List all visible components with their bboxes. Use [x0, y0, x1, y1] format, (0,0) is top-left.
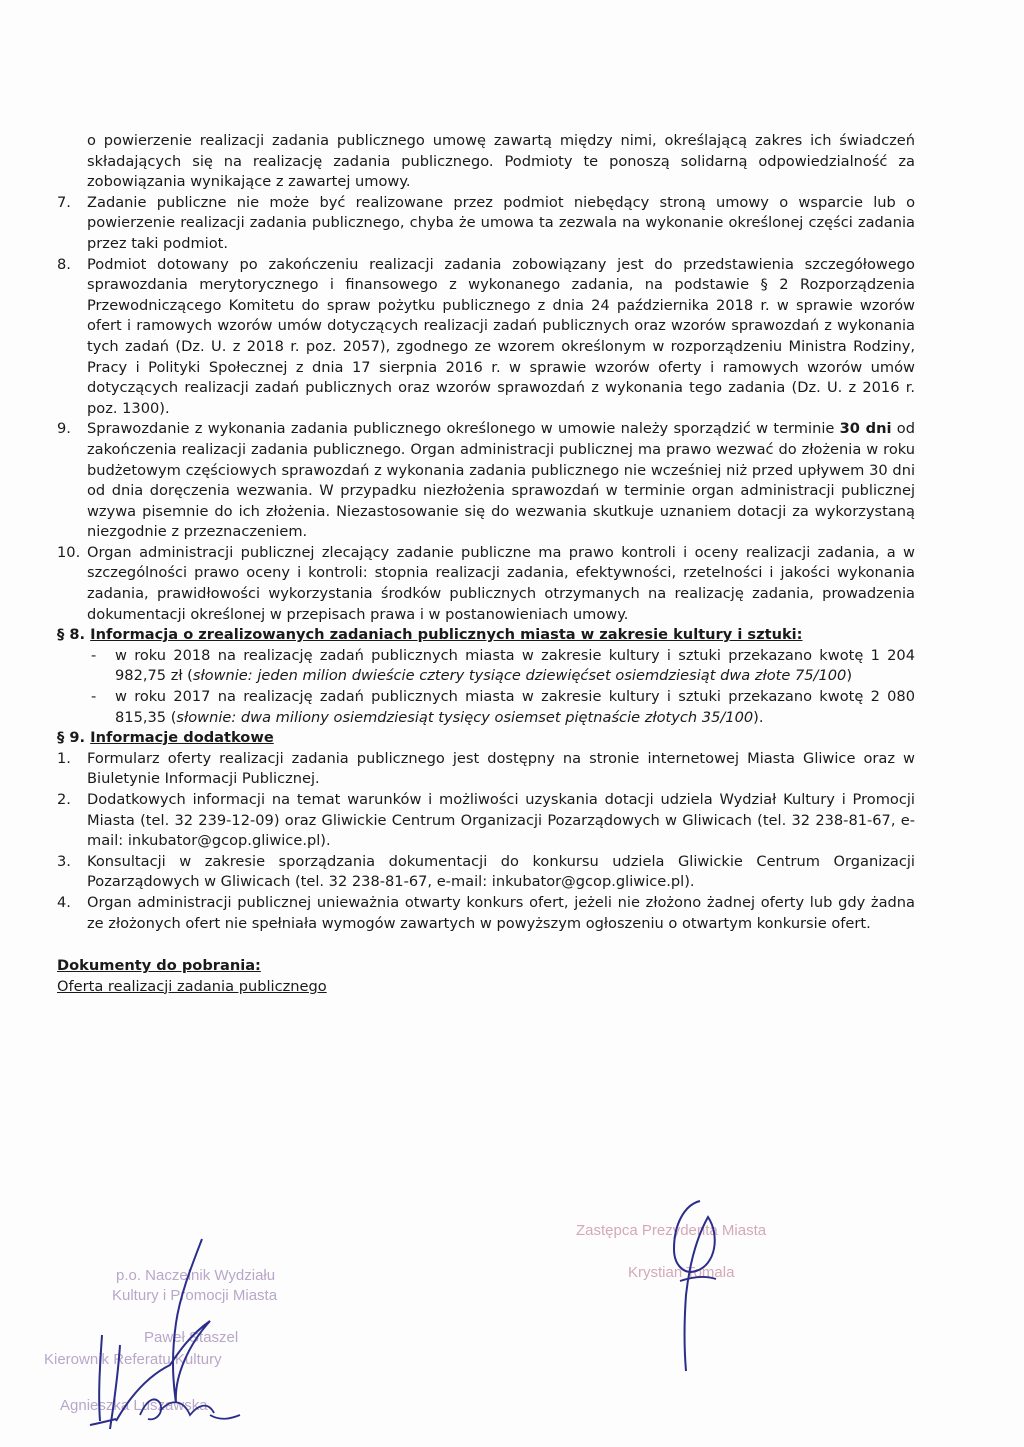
- item-number: 10.: [57, 543, 81, 561]
- signature-right-icon: [640, 1195, 730, 1375]
- item-number: 3.: [57, 852, 71, 870]
- bullet-text: [115, 646, 915, 687]
- item-text: Organ administracji publicznej unieważnia otwarty konkurs ofert, jeżeli nie złożono żadnej oferty lub gdy żadna ze złożonych ofert nie spełniała wymogów zawartych w powyższym ogłoszeniu o otwartym konkursie ofert.: [87, 893, 915, 932]
- bullet-dash: -: [91, 688, 97, 706]
- item-text: [87, 419, 915, 543]
- item-text: Zadanie publiczne nie może być realizowane przez podmiot niebędący stroną umowy o wsparcie lub o powierzenie realizacji zadania publicznego, chyba że umowa ta zezwala na wykonanie określonej części zadania przez taki podmiot.: [87, 193, 915, 252]
- bullet-words: słownie: dwa miliony osiemdziesiąt tysięcy osiemset piętnaście złotych 35/100: [176, 708, 754, 726]
- bullet-main: w roku 2017 na realizację zadań publicznych miasta w zakresie kultury i sztuki przekazano kwotę 2 080 815,35 (: [115, 688, 915, 726]
- stamp-line: Agnieszka Luszawska: [60, 1397, 208, 1414]
- section-8-heading: [57, 625, 915, 646]
- bullet-2017: [57, 687, 915, 728]
- stamp-line: Kultury i Promocji Miasta: [112, 1287, 278, 1304]
- list-item-8: [57, 255, 915, 420]
- signature-left-icon: [80, 1225, 260, 1435]
- item-number: 9.: [57, 420, 71, 438]
- info-item-3: [57, 852, 915, 893]
- stamp-line: p.o. Naczelnik Wydziału: [116, 1267, 276, 1284]
- section-sign: § 9.: [57, 729, 86, 747]
- list-item-7: [57, 193, 915, 255]
- item-number: 8.: [57, 255, 71, 273]
- list-item-9: [57, 419, 915, 543]
- stamp-line: Paweł Staszel: [144, 1329, 239, 1346]
- bullet-dash: -: [91, 646, 97, 664]
- deadline-days: 30 dni: [839, 420, 892, 438]
- item-text: Konsultacji w zakresie sporządzania dokumentacji do konkursu udziela Gliwickie Centrum Organizacji Pozarządowych w Gliwicach (tel. 32 238-81-67, e-mail: inkubator@gcop.gliwice.pl).: [87, 852, 915, 891]
- stamp-line: Krystian Tomala: [628, 1264, 735, 1281]
- item-text: Formularz oferty realizacji zadania publicznego jest dostępny na stronie internetowej Miasta Gliwice oraz w Biuletynie Informacji Publicznej.: [87, 749, 915, 788]
- item9-text-before: Sprawozdanie z wykonania zadania publicznego określonego w umowie należy sporządzić w terminie: [87, 420, 840, 438]
- item9-text-after: od zakończenia realizacji zadania publicznego. Organ administracji publicznej ma prawo wezwać do złożenia w roku budżetowym częściowych sprawozdań z wykonania zadania publicznego nie wcześniej niż przed upływem 30 dni od dnia doręczenia wezwania. W przypadku niezłożenia sprawozdań w terminie organ administracji publicznej wzywa pisemnie do ich złożenia. Niezastosowanie się do wezwania skutkuje uznaniem dotacji za wykorzystaną niezgodnie z przeznaczeniem.: [87, 420, 915, 541]
- stamp-line: Kierownik Referatu Kultury: [44, 1351, 222, 1368]
- bullet-main: w roku 2018 na realizację zadań publicznych miasta w zakresie kultury i sztuki przekazano kwotę 1 204 982,75 zł (: [115, 646, 915, 685]
- info-item-1: [57, 749, 915, 790]
- stamp-line: Zastępca Prezydenta Miasta: [576, 1222, 767, 1239]
- section-title: Informacja o zrealizowanych zadaniach publicznych miasta w zakresie kultury i sztuki:: [90, 626, 803, 644]
- section-title: Informacje dodatkowe: [90, 729, 274, 747]
- bullet-tail: ): [846, 667, 853, 685]
- item-text: Organ administracji publicznej zlecający zadanie publiczne ma prawo kontroli i oceny realizacji zadania, a w szczególności prawo oceny i kontroli: stopnia realizacji zadania, efektywności, rzetelności i jakości wykonania zadania, prawidłowości wykorzystania środków publicznych otrzymanych na realizację zadania, prowadzenia dokumentacji określonej w przepisach prawa i w postanowieniach umowy.: [87, 543, 915, 623]
- item-number: 2.: [57, 791, 71, 808]
- item-number: 4.: [57, 893, 71, 911]
- info-item-2: [57, 790, 915, 852]
- bullet-2018: [57, 646, 915, 687]
- document-body: [57, 131, 915, 997]
- item-number: 1.: [57, 749, 71, 767]
- section-9-heading: [57, 728, 915, 749]
- bullet-words: słownie: jeden milion dwieście cztery tysiące dziewięćset osiemdziesiąt dwa złote 75/100: [192, 667, 847, 685]
- bullet-text: [115, 687, 915, 728]
- list-item-10: [57, 543, 915, 625]
- documents-title: Dokumenty do pobrania:: [57, 957, 261, 975]
- info-item-4: [57, 893, 915, 934]
- item-text: Podmiot dotowany po zakończeniu realizacji zadania zobowiązany jest do przedstawienia szczegółowego sprawozdania merytorycznego i finansowego z wykonanego zadania, na podstawie § 2 Rozporządzenia Przewodniczącego Komitetu do spraw pożytku publicznego z dnia 24 października 2018 r. w sprawie wzorów ofert i ramowych wzorów umów dotyczących realizacji zadań publicznych oraz wzorów sprawozdań z wykonania tych zadań (Dz. U. z 2018 r. poz. 2057), zgodnego ze wzorem określonym w rozporządzeniu Ministra Rodziny, Pracy i Polityki Społecznej z dnia 17 sierpnia 2016 r. w sprawie wzorów oferty i ramowych wzorów umów dotyczących realizacji zadań publicznych oraz wzorów sprawozdań z wykonania tego zadania (Dz. U. z 2016 r. poz. 1300).: [87, 255, 915, 417]
- section-sign: § 8.: [57, 626, 86, 644]
- documents-section: [57, 956, 915, 997]
- offer-document-link[interactable]: Oferta realizacji zadania publicznego: [57, 977, 327, 995]
- item-text: Dodatkowych informacji na temat warunków i możliwości uzyskania dotacji udziela Wydział Kultury i Promocji Miasta (tel. 32 239-12-09) oraz Gliwickie Centrum Organizacji Pozarządowych w Gliwicach (tel. 32 238-81-67, e-mail: inkubator@gcop.gliwice.pl).: [87, 791, 915, 850]
- bullet-tail: ).: [753, 708, 764, 726]
- item-number: 7.: [57, 193, 71, 211]
- intro-paragraph: o powierzenie realizacji zadania publicznego umowę zawartą między nimi, określającą zakres ich świadczeń składających się na realizację zadania publicznego. Podmioty te ponoszą solidarną odpowiedzialność za zobowiązania wynikające z zawartej umowy.: [87, 132, 915, 191]
